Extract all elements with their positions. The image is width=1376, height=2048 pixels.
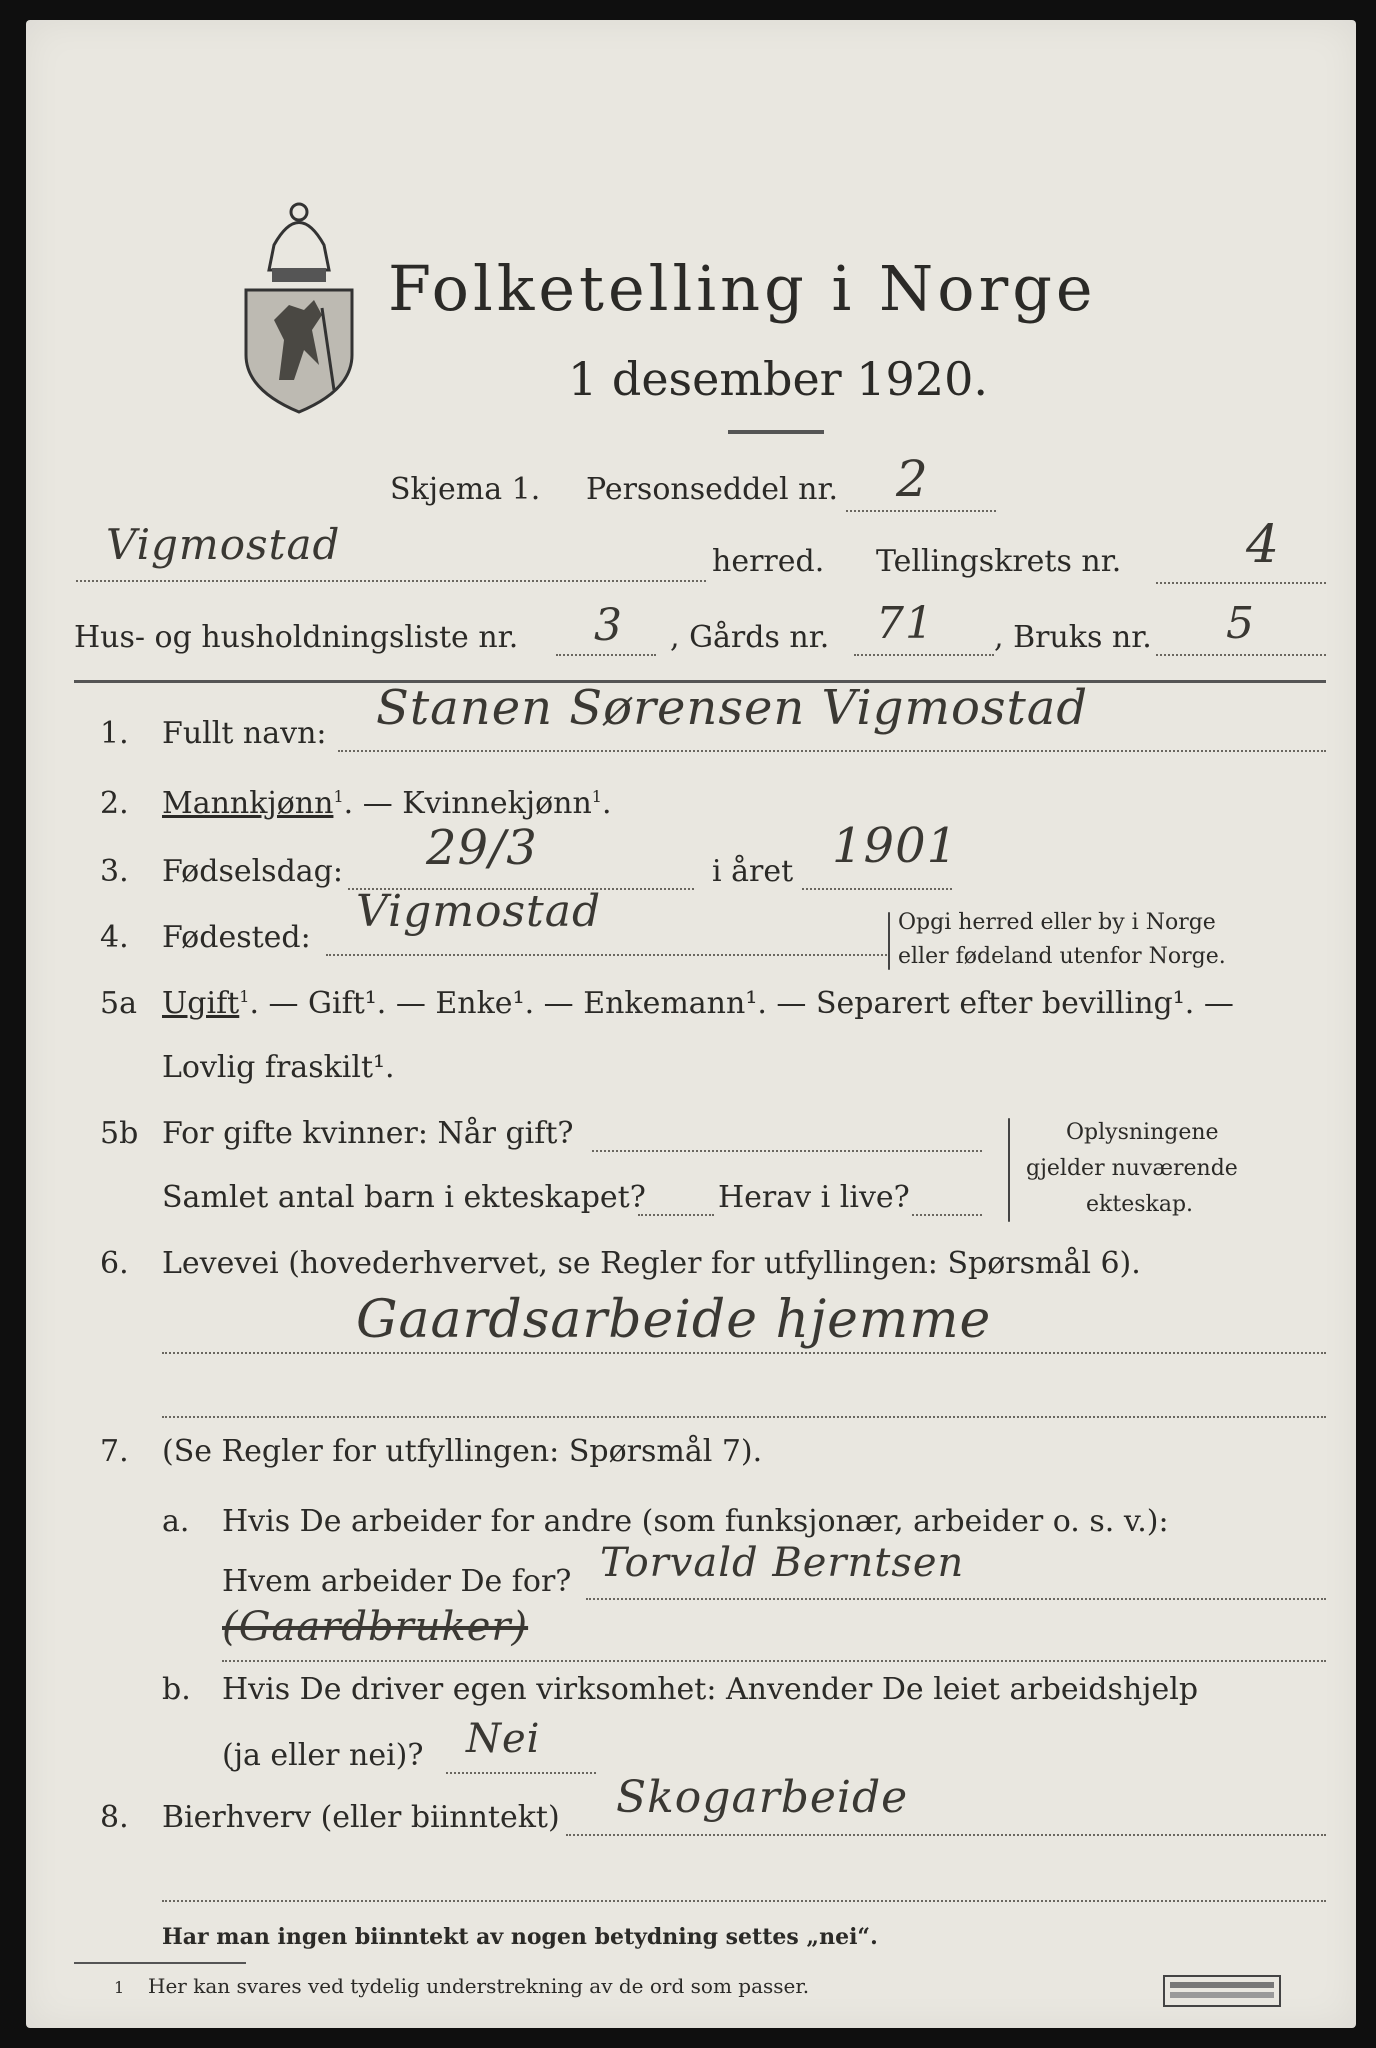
q5b-line2b: Herav i live?	[718, 1180, 910, 1215]
gards-value: 71	[876, 598, 934, 649]
footnote-mark: 1	[114, 1978, 125, 1997]
q7-number: 7.	[100, 1434, 129, 1469]
q5a-ugift: Ugift	[162, 986, 240, 1021]
norway-coat-of-arms-icon	[234, 190, 364, 419]
q2-male-dot: .	[343, 786, 354, 821]
q7a-letter: a.	[162, 1504, 190, 1539]
bottom-note: Har man ingen biinntekt av nogen betydning settes „nei“.	[162, 1924, 878, 1950]
footnote-rule	[74, 1962, 246, 1964]
q6-line2	[162, 1416, 1326, 1418]
q1-label: Fullt navn:	[162, 716, 327, 751]
q8-line1	[566, 1834, 1326, 1836]
q5b-line2b-dots	[912, 1214, 982, 1216]
q5a-ugift-sup: 1	[239, 987, 250, 1006]
bruks-label: , Bruks nr.	[994, 620, 1152, 655]
q8-line2	[162, 1900, 1326, 1902]
personseddel-line	[846, 510, 996, 512]
q7b-line	[446, 1772, 596, 1774]
q2-female-dot: .	[601, 786, 612, 821]
form-title: Folketelling i Norge	[388, 252, 1097, 325]
gards-line	[854, 654, 994, 656]
q5b-note3: ekteskap.	[1086, 1192, 1194, 1217]
gards-label: , Gårds nr.	[670, 620, 830, 655]
q2-separator: —	[353, 786, 403, 821]
q5b-note1: Oplysningene	[1066, 1120, 1219, 1145]
q7a-line2	[222, 1660, 1326, 1662]
q7a-question: Hvem arbeider De for?	[222, 1564, 572, 1599]
q6-value: Gaardsarbeide hjemme	[356, 1290, 992, 1350]
q4-note-line1: Opgi herred eller by i Norge	[898, 910, 1216, 935]
q5a-ugift-dot: .	[249, 986, 259, 1021]
q5a-rest: — Gift¹. — Enke¹. — Enkemann¹. — Separert efter bevilling¹. —	[258, 986, 1234, 1021]
q5b-line1-dots	[592, 1150, 982, 1152]
skjema-label: Skjema 1.	[390, 472, 541, 507]
q4-line	[326, 954, 890, 956]
q2-number: 2.	[100, 786, 129, 821]
husliste-line	[556, 654, 656, 656]
q8-value: Skogarbeide	[616, 1772, 909, 1823]
q7-label: (Se Regler for utfyllingen: Spørsmål 7).	[162, 1434, 763, 1469]
husliste-value: 3	[594, 600, 623, 651]
q5b-brace	[1008, 1118, 1010, 1222]
q4-note-line2: eller fødeland utenfor Norge.	[898, 944, 1226, 969]
q5b-note2: gjelder nuværende	[1026, 1156, 1238, 1181]
q5b-number: 5b	[100, 1116, 139, 1151]
herred-value: Vigmostad	[106, 520, 341, 569]
q7b-letter: b.	[162, 1672, 191, 1707]
personseddel-label: Personseddel nr.	[586, 472, 839, 507]
q7b-value: Nei	[466, 1716, 541, 1762]
tellingskrets-value: 4	[1246, 515, 1281, 575]
q4-label: Fødested:	[162, 920, 311, 955]
herred-label: herred.	[712, 544, 825, 579]
q2-male-option: Mannkjønn	[162, 786, 334, 821]
census-date: 1 desember 1920.	[568, 352, 988, 406]
footnote-text: Her kan svares ved tydelig understrekning av de ord som passer.	[148, 1974, 810, 1998]
bruks-line	[1156, 654, 1326, 656]
husliste-label: Hus- og husholdningsliste nr.	[74, 620, 519, 655]
q4-value: Vigmostad	[356, 886, 602, 937]
q3-label: Fødselsdag:	[162, 854, 343, 889]
tellingskrets-label: Tellingskrets nr.	[876, 544, 1122, 579]
herred-line	[76, 580, 706, 582]
q2-female-sup: 1	[591, 787, 602, 806]
census-form	[26, 20, 1356, 2028]
q5a-line2: Lovlig fraskilt¹.	[162, 1050, 395, 1085]
q6-line1	[162, 1352, 1326, 1354]
q2-options	[162, 786, 612, 821]
q1-number: 1.	[100, 716, 129, 751]
personseddel-value: 2	[896, 450, 929, 508]
q6-number: 6.	[100, 1246, 129, 1281]
q7a-value: Torvald Berntsen	[600, 1540, 965, 1586]
tellingskrets-line	[1156, 582, 1326, 584]
q1-value: Stanen Sørensen Vigmostad	[376, 680, 1089, 736]
q6-label: Levevei (hovederhvervet, se Regler for utfyllingen: Spørsmål 6).	[162, 1246, 1141, 1281]
title-divider	[728, 430, 824, 434]
q7a-line	[586, 1598, 1326, 1600]
q7b-label: Hvis De driver egen virksomhet: Anvender De leiet arbeidshjelp	[222, 1672, 1199, 1707]
q1-line	[338, 750, 1326, 752]
q8-label: Bierhverv (eller biinntekt)	[162, 1800, 560, 1835]
q3-year-value: 1901	[832, 818, 959, 874]
q3-value: 29/3	[426, 820, 538, 876]
q3-year-label: i året	[712, 854, 794, 889]
q7b-question: (ja eller nei)?	[222, 1738, 424, 1773]
q2-male-sup: 1	[333, 787, 344, 806]
q5a-number: 5a	[100, 986, 137, 1021]
q3-year-line	[802, 888, 952, 890]
printer-stamp-icon	[1162, 1974, 1282, 2012]
q7a-label: Hvis De arbeider for andre (som funksjonær, arbeider o. s. v.):	[222, 1504, 1169, 1539]
q2-female-option: Kvinnekjønn	[402, 786, 592, 821]
q5b-line2-dots	[638, 1214, 714, 1216]
q7a-value2: (Gaardbruker)	[222, 1604, 529, 1650]
q5a-options	[162, 986, 1234, 1021]
q4-number: 4.	[100, 920, 129, 955]
q3-number: 3.	[100, 854, 129, 889]
q4-brace	[888, 912, 890, 970]
q8-number: 8.	[100, 1800, 129, 1835]
q5b-line1: For gifte kvinner: Når gift?	[162, 1116, 574, 1151]
bruks-value: 5	[1226, 598, 1255, 649]
q5b-line2: Samlet antal barn i ekteskapet?	[162, 1180, 646, 1215]
